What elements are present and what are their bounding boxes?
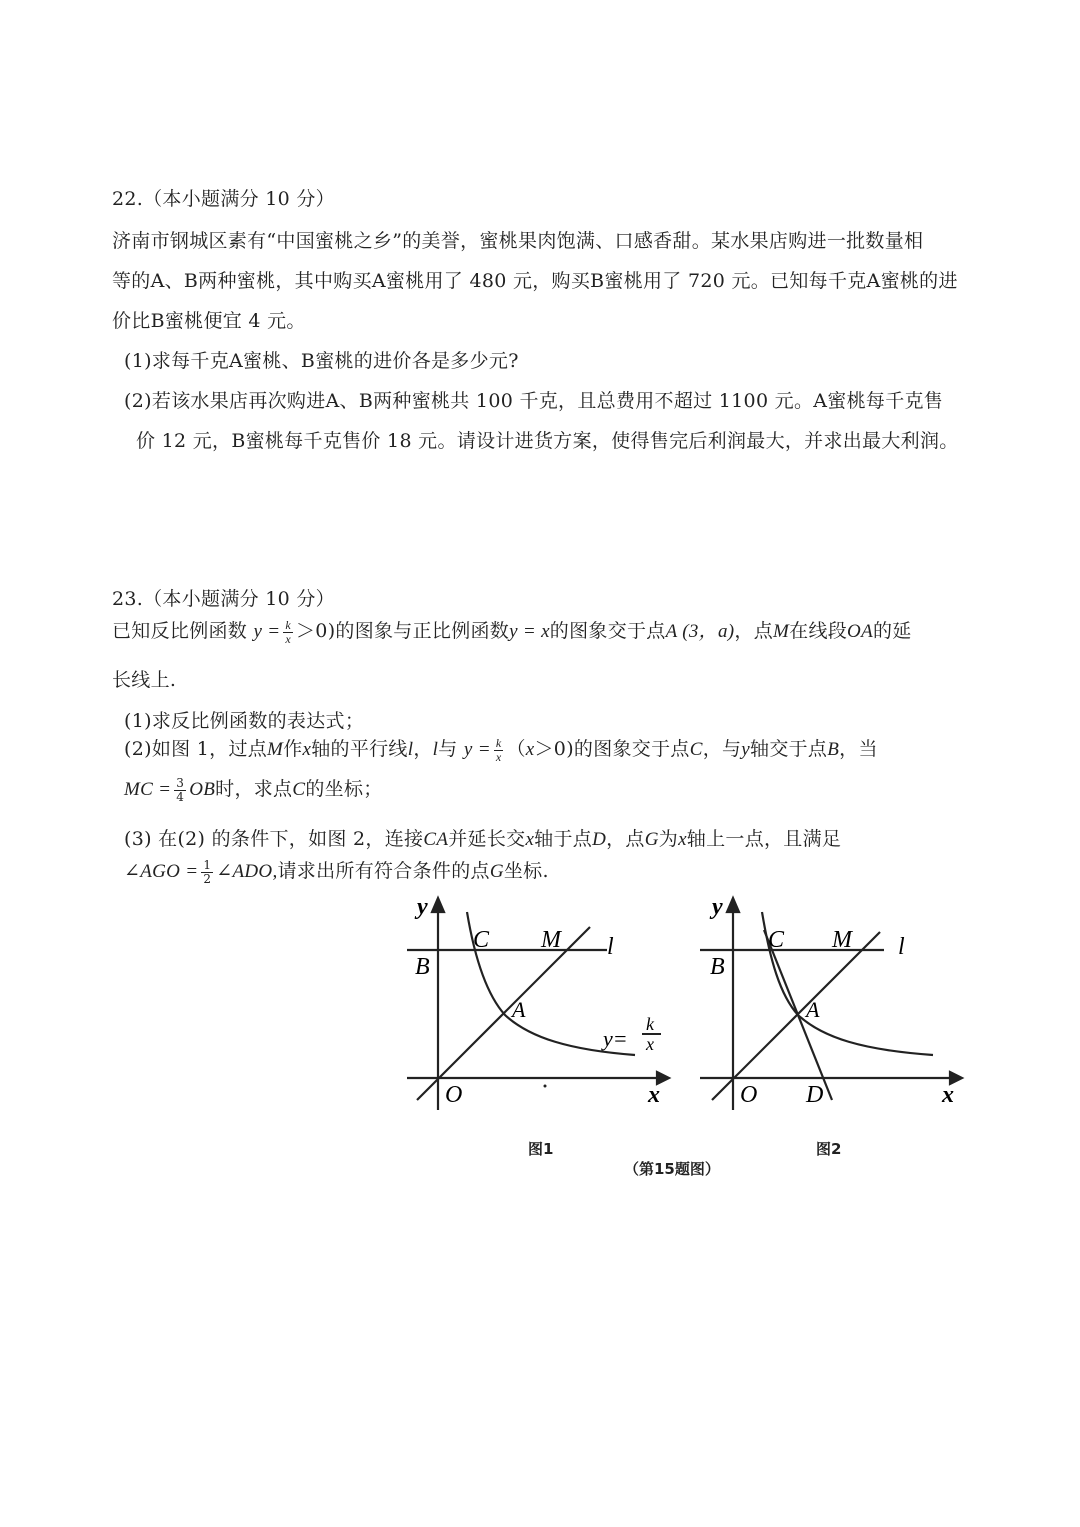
fraction-three-quarters: $\frac{3}{4}$ xyxy=(176,775,185,804)
label-A: A xyxy=(806,997,820,1022)
q22-stem-line3: 价比B蜜桃便宜 4 元。 xyxy=(112,310,306,332)
q23-header: 23.（本小题满分 10 分） xyxy=(112,588,335,610)
curve-label-y: y= xyxy=(603,1026,628,1051)
label-y: y xyxy=(712,894,723,920)
label-M: M xyxy=(541,927,561,953)
q23-part2-line1: (2)如图 1，过点M作x轴的平行线l，l与 y = $\frac{k}{x}$ （x＞0)的图象交于点C，与y轴交于点B，当 xyxy=(124,735,878,764)
q23-stem-line1: 已知反比例函数 y = $\frac{k}{x}$ ＞0)的图象与正比例函数y = x的图象交于点A (3，a)，点M在线段OA的延 xyxy=(112,617,912,646)
q22-part1: (1)求每千克A蜜桃、B蜜桃的进价各是多少元? xyxy=(124,350,519,372)
fraction-one-half: $\frac{1}{2}$ xyxy=(203,857,212,886)
figure-2-caption: 图2 xyxy=(816,1140,842,1158)
label-x: x xyxy=(648,1082,660,1108)
label-l: l xyxy=(898,934,905,960)
label-y: y xyxy=(417,894,428,920)
line-y-equals-x xyxy=(712,932,880,1100)
q23-stem-line2: 长线上. xyxy=(112,669,177,691)
label-D: D xyxy=(806,1082,824,1108)
y-axis-arrow xyxy=(432,898,444,912)
label-M: M xyxy=(832,927,852,953)
q23-part1: (1)求反比例函数的表达式； xyxy=(124,710,365,732)
q23-part3-line2: ∠AGO = $\frac{1}{2}$ ∠ADO,请求出所有符合条件的点G坐标. xyxy=(124,857,549,886)
curve-label-k: k xyxy=(646,1014,654,1034)
fraction-k-over-x: $\frac{k}{x}$ xyxy=(495,735,502,764)
stray-dot xyxy=(544,1085,547,1088)
figure-1-caption: 图1 xyxy=(528,1140,554,1158)
label-C: C xyxy=(768,927,785,953)
y-axis-arrow xyxy=(727,898,739,912)
fraction-k-over-x: $\frac{k}{x}$ xyxy=(285,617,291,646)
figure-2 xyxy=(688,890,978,1120)
q23-part2-line2: MC = $\frac{3}{4}$ OB时，求点C的坐标； xyxy=(124,775,383,804)
label-x: x xyxy=(942,1082,954,1108)
label-l: l xyxy=(607,934,614,960)
q22-stem-line1: 济南市钢城区素有“中国蜜桃之乡”的美誉，蜜桃果肉饱满、口感香甜。某水果店购进一批数量相 xyxy=(112,230,924,252)
label-O: O xyxy=(445,1082,463,1108)
curve-label-x: x xyxy=(646,1034,654,1054)
label-A: A xyxy=(512,997,526,1022)
label-O: O xyxy=(740,1082,758,1108)
q22-part2-line1: (2)若该水果店再次购进A、B两种蜜桃共 100 千克，且总费用不超过 1100 元。A蜜桃每千克售 xyxy=(124,390,944,412)
q23-part3-line1: (3) 在(2) 的条件下，如图 2，连接CA并延长交x轴于点D，点G为x轴上一点，且满足 xyxy=(124,828,842,850)
label-B: B xyxy=(710,954,725,980)
figure-1 xyxy=(395,890,685,1120)
q22-stem-line2: 等的A、B两种蜜桃，其中购买A蜜桃用了 480 元，购买B蜜桃用了 720 元。已知每千克A蜜桃的进 xyxy=(112,270,958,292)
figure-group-caption: （第15题图） xyxy=(624,1160,720,1178)
label-B: B xyxy=(415,954,430,980)
label-C: C xyxy=(473,927,490,953)
q22-header: 22.（本小题满分 10 分） xyxy=(112,188,335,210)
q22-part2-line2: 价 12 元，B蜜桃每千克售价 18 元。请设计进货方案，使得售完后利润最大，并求出最大利润。 xyxy=(136,430,959,452)
